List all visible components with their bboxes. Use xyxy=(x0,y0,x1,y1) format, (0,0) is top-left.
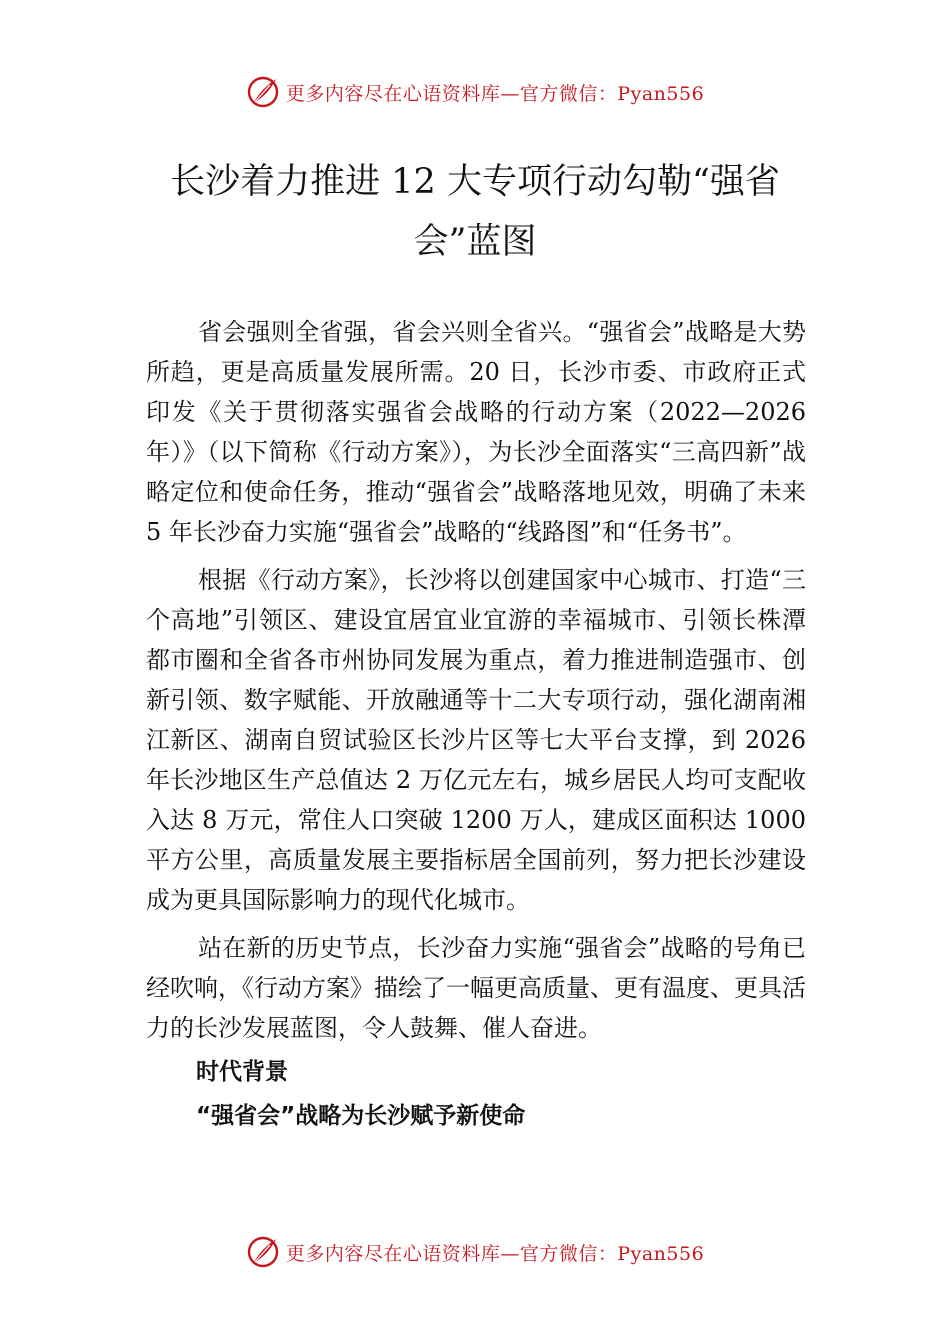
paragraph: 省会强则全省强，省会兴则全省兴。“强省会”战略是大势所趋，更是高质量发展所需。20 日，长沙市委、市政府正式印发《关于贯彻落实强省会战略的行动方案（2022—2026年）》（以下简称《行动方案》），为长沙全面落实“三高四新”战略定位和使命任务，推动“强省会”战略落地见效，明确了未来 5 年长沙奋力实施“强省会”战略的“线路图”和“任务书”。 xyxy=(146,318,806,546)
section-heading: 时代背景 xyxy=(196,1059,288,1085)
paragraph: 根据《行动方案》，长沙将以创建国家中心城市、打造“三个高地”引领区、建设宜居宜业宜游的幸福城市、引领长株潭都市圈和全省各市州协同发展为重点，着力推进制造强市、创新引领、数字赋能、开放融通等十二大专项行动，强化湖南湘江新区、湖南自贸试验区长沙片区等七大平台支撑，到 2026 年长沙地区生产总值达 2 万亿元左右，城乡居民人均可支配收入达 8 万元，常住人口突破 1200 万人，建成区面积达 1000 平方公里，高质量发展主要指标居全国前列，努力把长沙建设成为更具国际影响力的现代化城市。 xyxy=(146,566,806,914)
watermark-text: 更多内容尽在心语资料库—官方微信：Pyan556 xyxy=(285,1242,705,1265)
paragraph: 站在新的历史节点，长沙奋力实施“强省会”战略的号角已经吹响，《行动方案》描绘了一幅更高质量、更有温度、更具活力的长沙发展蓝图，令人鼓舞、催人奋进。 xyxy=(146,934,806,1042)
watermark-text: 更多内容尽在心语资料库—官方微信：Pyan556 xyxy=(285,82,705,105)
quill-logo-icon xyxy=(246,75,280,109)
footer-watermark xyxy=(0,1232,950,1272)
sub-heading: “强省会”战略为长沙赋予新使命 xyxy=(196,1103,526,1129)
quill-logo-icon xyxy=(246,1235,280,1269)
document-body xyxy=(146,312,806,1136)
document-title: 长沙着力推进 12 大专项行动勾勒“强省会”蓝图 xyxy=(170,162,780,262)
header-watermark xyxy=(0,72,950,112)
